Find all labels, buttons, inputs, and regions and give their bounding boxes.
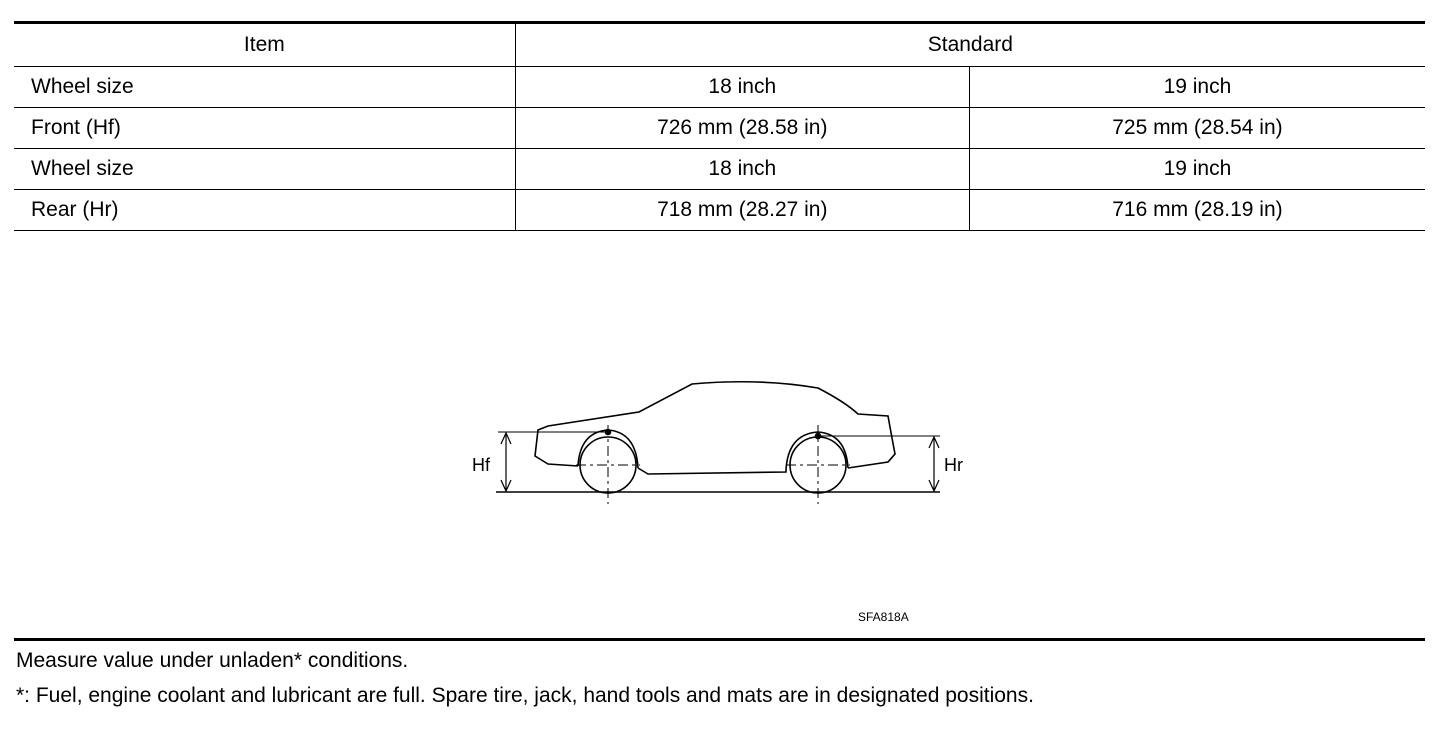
front-height-label: Hf bbox=[472, 455, 490, 475]
row-label: Front (Hf) bbox=[14, 108, 515, 149]
header-item: Item bbox=[14, 23, 515, 67]
row-value-2: 19 inch bbox=[969, 67, 1425, 108]
note-unladen-definition: *: Fuel, engine coolant and lubricant are full. Spare tire, jack, hand tools and mats are in designated positions. bbox=[16, 684, 1034, 707]
header-standard: Standard bbox=[515, 23, 1425, 67]
row-value-1: 18 inch bbox=[515, 67, 969, 108]
row-value-2: 725 mm (28.54 in) bbox=[969, 108, 1425, 149]
row-value-1: 726 mm (28.58 in) bbox=[515, 108, 969, 149]
figure-code: SFA818A bbox=[858, 610, 909, 624]
rear-height-label: Hr bbox=[944, 455, 963, 475]
row-value-2: 19 inch bbox=[969, 149, 1425, 190]
car-body-outline bbox=[535, 382, 895, 474]
row-value-1: 718 mm (28.27 in) bbox=[515, 190, 969, 231]
divider bbox=[14, 638, 1425, 641]
row-label: Wheel size bbox=[14, 149, 515, 190]
note-measure-condition: Measure value under unladen* conditions. bbox=[16, 649, 409, 672]
row-value-1: 18 inch bbox=[515, 149, 969, 190]
row-label: Rear (Hr) bbox=[14, 190, 515, 231]
row-label: Wheel size bbox=[14, 67, 515, 108]
row-value-2: 716 mm (28.19 in) bbox=[969, 190, 1425, 231]
